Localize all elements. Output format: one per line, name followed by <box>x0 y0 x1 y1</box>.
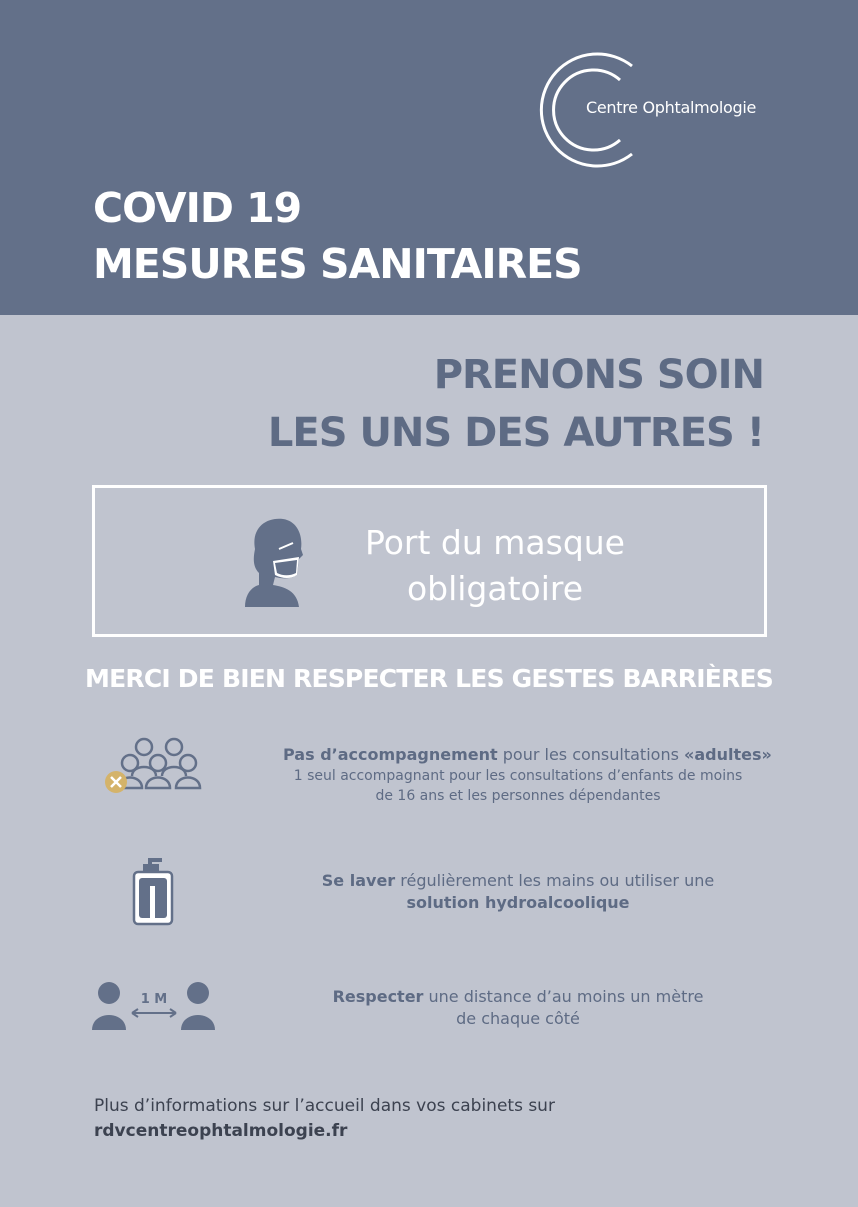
logo <box>528 48 768 172</box>
footer-link[interactable] <box>94 1119 555 1144</box>
logo-text: Centre Ophtalmologie <box>586 98 757 117</box>
slogan-line-1: PRENONS SOIN <box>433 352 764 398</box>
item-3-line-1 <box>283 986 753 1008</box>
page-title <box>93 180 582 292</box>
distance-label: 1 M <box>140 992 168 1007</box>
slogan-line-2: LES UNS DES AUTRES ! <box>267 410 764 456</box>
item-2-bold: Se laver <box>321 871 396 890</box>
item-hand-washing <box>283 870 753 914</box>
item-3-line-2: de chaque côté <box>456 1009 580 1028</box>
distance-icon <box>92 980 216 1030</box>
slogan <box>268 346 764 462</box>
mask-text <box>315 520 675 612</box>
footer <box>94 1094 555 1144</box>
item-3-text: une distance d’au moins un mètre <box>423 987 704 1006</box>
item-1-main <box>283 744 772 766</box>
mask-notice-box <box>92 485 767 637</box>
hand-sanitizer-icon <box>130 856 176 926</box>
title-line-1: COVID 19 <box>93 184 302 232</box>
mask-line-2: obligatoire <box>406 569 584 608</box>
footer-link-text[interactable]: rdvcentreophtalmologie.fr <box>94 1121 348 1141</box>
item-2-line-1 <box>283 870 753 892</box>
item-1-bold-2: «adultes» <box>684 745 772 764</box>
item-1-sub-2: de 16 ans et les personnes dépendantes <box>375 788 661 804</box>
item-1-bold: Pas d’accompagnement <box>283 745 498 764</box>
item-3-bold: Respecter <box>332 987 424 1006</box>
item-no-companion <box>283 744 772 806</box>
item-1-sub-1: 1 seul accompagnant pour les consultations d’enfants de moins <box>293 768 743 784</box>
item-2-line-2 <box>283 892 753 914</box>
item-distance <box>283 986 753 1030</box>
mask-line-1: Port du masque <box>365 523 625 562</box>
footer-line: Plus d’informations sur l’accueil dans vos cabinets sur <box>94 1096 555 1116</box>
gestes-title: MERCI DE BIEN RESPECTER LES GESTES BARRIÈRES <box>85 664 773 693</box>
item-1-text: pour les consultations <box>497 745 684 764</box>
title-line-2: MESURES SANITAIRES <box>93 240 582 288</box>
item-2-bold-2: solution hydroalcoolique <box>406 893 630 912</box>
no-companion-icon <box>102 736 206 796</box>
item-2-text: régulièrement les mains ou utiliser une <box>395 871 715 890</box>
header-band <box>0 0 858 315</box>
masked-face-icon <box>245 515 305 607</box>
